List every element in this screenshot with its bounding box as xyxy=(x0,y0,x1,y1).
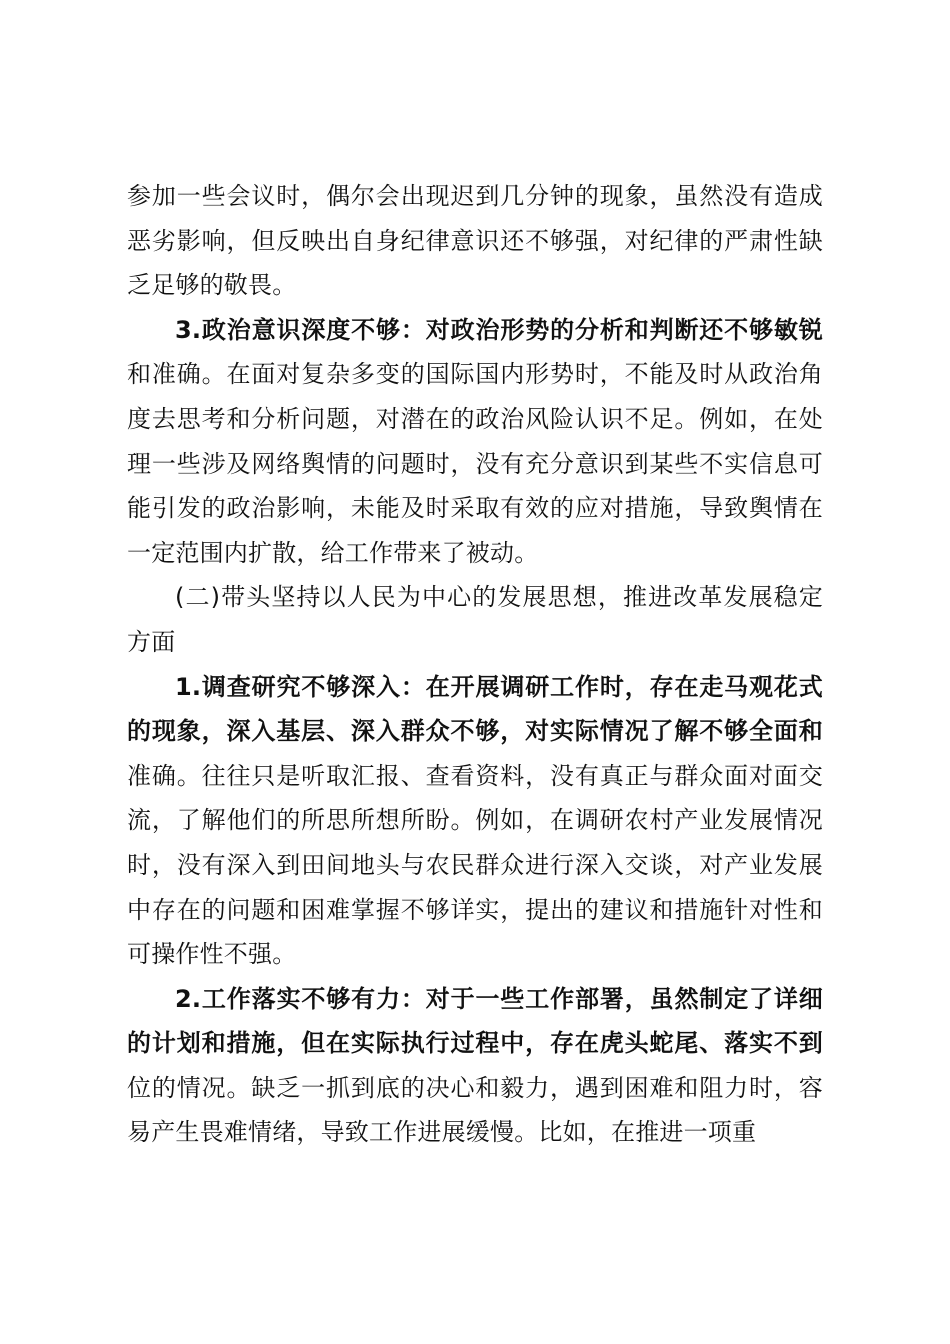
paragraph-political-awareness xyxy=(127,308,823,576)
paragraph-bold-lead: 1.调查研究不够深入：在开展调研工作时，存在走马观花式的现象，深入基层、深入群众不够，对实际情况了解不够全面和 xyxy=(127,672,823,746)
paragraph-text: 准确。往往只是听取汇报、查看资料，没有真正与群众面对面交流，了解他们的所思所想所盼。例如，在调研农村产业发展情况时，没有深入到田间地头与农民群众进行深入交谈，对产业发展中存在的问题和困难掌握不够详实，提出的建议和措施针对性和可操作性不强。 xyxy=(127,761,823,969)
paragraph-text: 和准确。在面对复杂多变的国际国内形势时，不能及时从政治角度去思考和分析问题，对潜在的政治风险认识不足。例如，在处理一些涉及网络舆情的问题时，没有充分意识到某些不实信息可能引发的政治影响，未能及时采取有效的应对措施，导致舆情在一定范围内扩散，给工作带来了被动。 xyxy=(127,360,823,567)
paragraph-text: 参加一些会议时，偶尔会出现迟到几分钟的现象，虽然没有造成恶劣影响，但反映出自身纪律意识还不够强，对纪律的严肃性缺乏足够的敬畏。 xyxy=(127,182,823,300)
paragraph-text: 位的情况。缺乏一抓到底的决心和毅力，遇到困难和阻力时，容易产生畏难情绪，导致工作进展缓慢。比如，在推进一项重 xyxy=(127,1073,823,1147)
paragraph-bold-lead: 2.工作落实不够有力：对于一些工作部署，虽然制定了详细的计划和措施，但在实际执行过程中，存在虎头蛇尾、落实不到 xyxy=(127,984,823,1058)
paragraph-work-implementation xyxy=(127,977,823,1155)
paragraph-investigation-research xyxy=(127,665,823,977)
document-body xyxy=(127,174,823,1155)
paragraph-discipline-continuation xyxy=(127,174,823,308)
section-heading-people-centered xyxy=(127,575,823,664)
paragraph-bold-lead: 3.政治意识深度不够：对政治形势的分析和判断还不够敏锐 xyxy=(175,315,823,344)
paragraph-text: (二)带头坚持以人民为中心的发展思想，推进改革发展稳定方面 xyxy=(127,583,823,656)
